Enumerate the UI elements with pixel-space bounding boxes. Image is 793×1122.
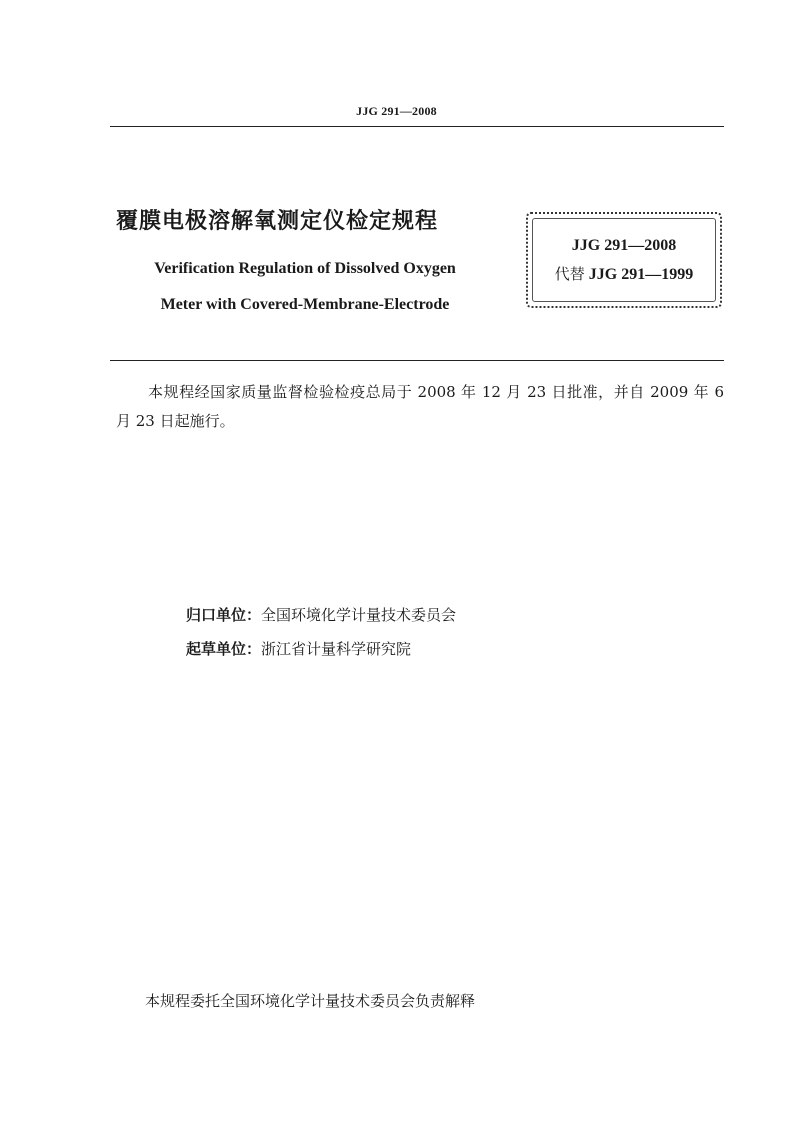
regulation-code: JJG 291—2008	[571, 237, 677, 254]
title-english-line1: Verification Regulation of Dissolved Oxygen	[154, 260, 456, 277]
responsible-unit-label: 归口单位：	[186, 606, 262, 624]
code-box	[526, 212, 722, 308]
drafting-unit-label: 起草单位：	[186, 640, 262, 658]
replaces-line	[528, 263, 720, 284]
code-box-inner-border	[532, 218, 716, 302]
replaces-prefix: 代替	[554, 265, 585, 283]
title-chinese: 覆膜电极溶解氧测定仪检定规程	[116, 209, 439, 234]
interpretation-note: 本规程委托全国环境化学计量技术委员会负责解释	[145, 992, 476, 1010]
replaces-code: JJG 291—1999	[588, 266, 694, 283]
responsible-unit-row	[186, 604, 456, 625]
running-header: JJG 291—2008	[356, 104, 437, 118]
header-rule	[110, 126, 724, 127]
drafting-unit-value: 浙江省计量科学研究院	[261, 640, 412, 658]
title-english-line2: Meter with Covered-Membrane-Electrode	[160, 296, 450, 313]
approval-paragraph: 本规程经国家质量监督检验检疫总局于 2008 年 12 月 23 日批准，并自 2009 年 6 月 23 日起施行。	[116, 383, 724, 430]
drafting-unit-row	[186, 638, 411, 659]
section-rule	[110, 360, 724, 361]
responsible-unit-value: 全国环境化学计量技术委员会	[261, 606, 457, 624]
